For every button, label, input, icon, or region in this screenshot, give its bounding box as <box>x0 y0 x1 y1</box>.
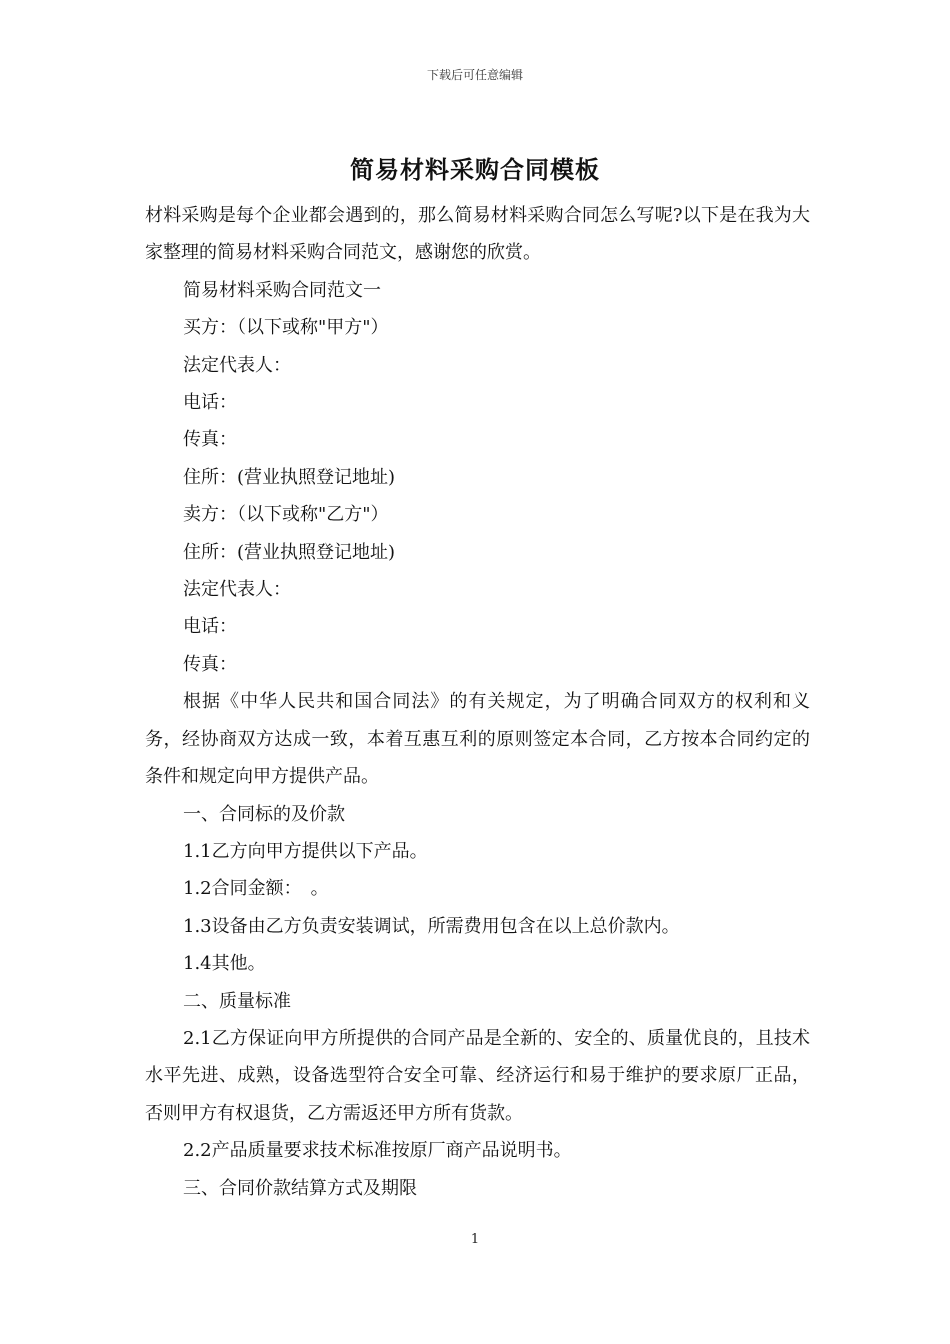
clause-heading: 二、质量标准 <box>183 990 291 1012</box>
buyer-phone-line: 电话： <box>183 392 237 414</box>
clause-item: 2.1乙方保证向甲方所提供的合同产品是全新的、安全的、质量优良的，且技术水平先进、成熟，设备选型符合安全可靠、经济运行和易于维护的要求原厂正品，否则甲方有权退货，乙方需返还甲方所有货款。 <box>145 1027 810 1124</box>
seller-address-line: 住所：(营业执照登记地址) <box>183 541 396 563</box>
buyer-representative-line: 法定代表人： <box>183 354 291 376</box>
section-heading: 简易材料采购合同范文一 <box>183 279 381 301</box>
buyer-line: 买方：（以下或称"甲方"） <box>183 317 389 339</box>
seller-phone-line: 电话： <box>183 616 237 638</box>
clause-heading: 三、合同价款结算方式及期限 <box>183 1177 417 1199</box>
preamble-paragraph: 根据《中华人民共和国合同法》的有关规定，为了明确合同双方的权利和义务，经协商双方达成一致，本着互惠互利的原则签定本合同，乙方按本合同约定的条件和规定向甲方提供产品。 <box>145 691 810 788</box>
clause-item: 1.2合同金额： 。 <box>183 878 329 900</box>
clause-item: 1.3设备由乙方负责安装调试，所需费用包含在以上总价款内。 <box>183 915 680 937</box>
seller-line: 卖方：（以下或称"乙方"） <box>183 504 389 526</box>
intro-paragraph: 材料采购是每个企业都会遇到的，那么简易材料采购合同怎么写呢?以下是在我为大家整理的简易材料采购合同范文，感谢您的欣赏。 <box>145 205 810 264</box>
buyer-fax-line: 传真： <box>183 429 237 451</box>
seller-representative-line: 法定代表人： <box>183 579 291 601</box>
page-header: 下载后可任意编辑 <box>426 68 523 82</box>
clause-heading: 一、合同标的及价款 <box>183 803 345 825</box>
clause-item: 1.1乙方向甲方提供以下产品。 <box>183 840 428 862</box>
page-number: 1 <box>470 1232 480 1247</box>
clause-item: 2.2产品质量要求技术标准按原厂商产品说明书。 <box>183 1140 572 1162</box>
document-body <box>145 197 810 1207</box>
clause-item: 1.4其他。 <box>183 953 266 975</box>
buyer-address-line: 住所：(营业执照登记地址) <box>183 466 396 488</box>
seller-fax-line: 传真： <box>183 653 237 675</box>
document-title: 简易材料采购合同模板 <box>350 155 600 184</box>
